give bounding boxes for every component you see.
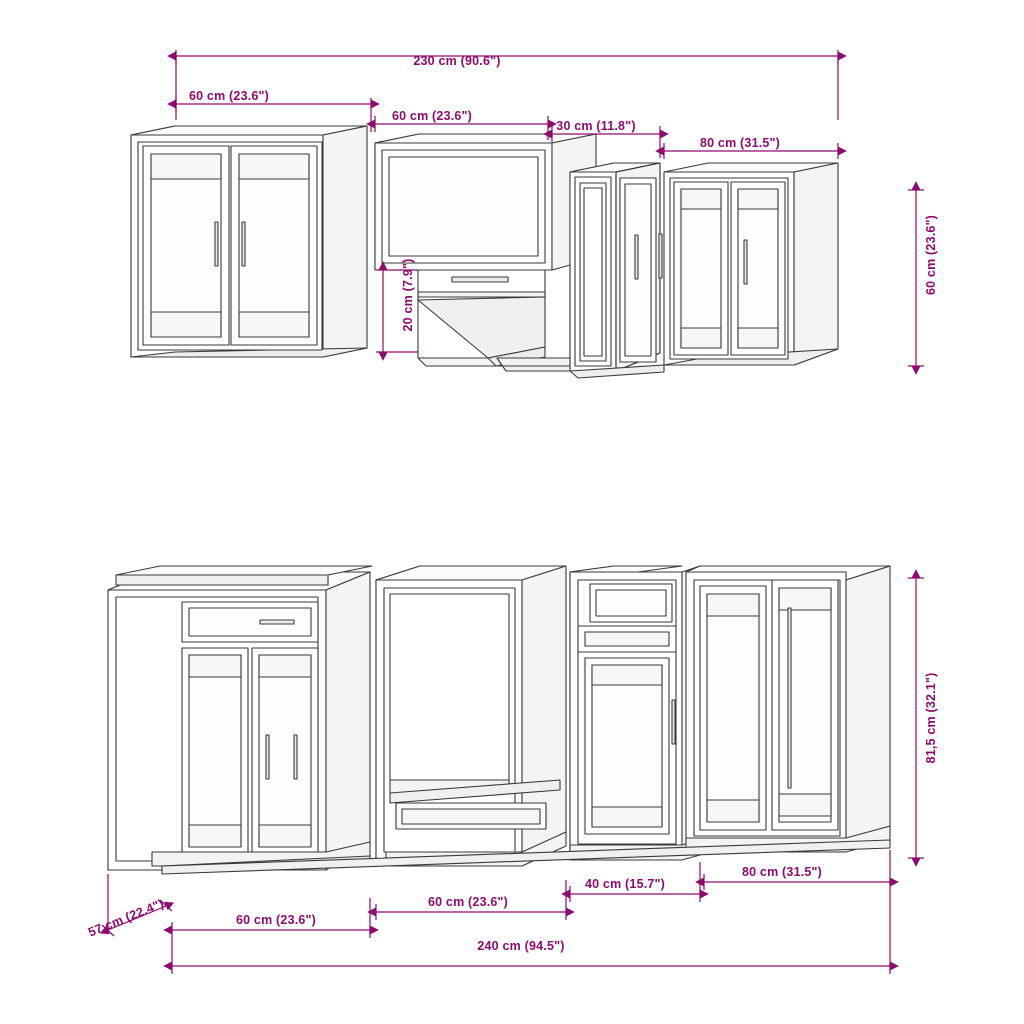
lower-cabinets-group [108, 566, 890, 874]
dimension-label-base-depth: 57 cm (22.4") [86, 896, 166, 940]
dimension-label-lower-total: 240 cm (94.5") [477, 939, 565, 953]
dimension-label-lower-unit2-width: 60 cm (23.6") [427, 895, 509, 909]
dimension-label-upper-total: 230 cm (90.6") [413, 54, 501, 68]
dimension-label-lower-unit3-width: 40 cm (15.7") [584, 877, 666, 891]
dimension-label-lower-unit1-width: 60 cm (23.6") [235, 913, 317, 927]
dimension-label-base-cabinet-height: 81,5 cm (32.1") [924, 672, 938, 764]
dimension-label-upper-unit4-width: 80 cm (31.5") [699, 136, 781, 150]
dimension-label-upper-unit2-width: 60 cm (23.6") [391, 109, 473, 123]
dimension-label-shelf-height: 20 cm (7.9") [401, 258, 415, 332]
dimension-label-upper-unit1-width: 60 cm (23.6") [188, 89, 270, 103]
dimension-label-upper-unit3-width: 30 cm (11.8") [556, 119, 636, 133]
upper-cabinets-group [131, 126, 838, 378]
dimension-label-wall-cabinet-height: 60 cm (23.6") [924, 214, 938, 296]
dimension-label-lower-unit4-width: 80 cm (31.5") [741, 865, 823, 879]
